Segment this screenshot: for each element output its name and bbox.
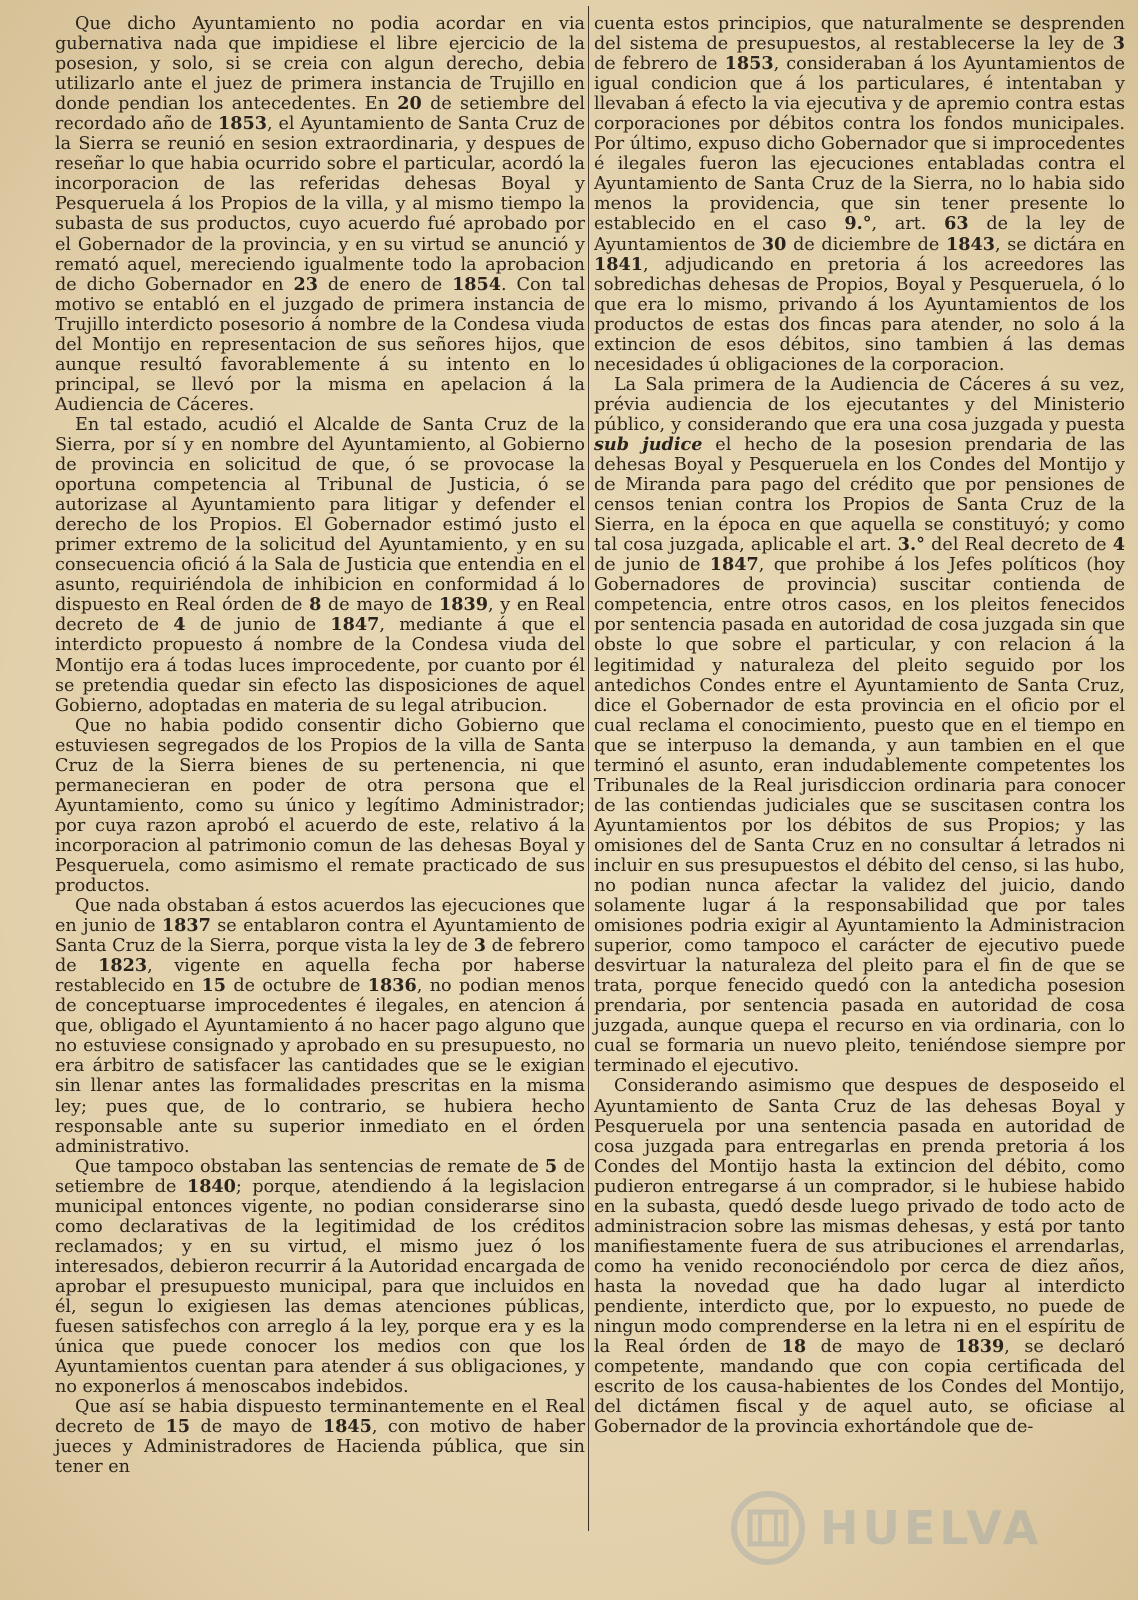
bold-number: 1839 <box>955 1336 1005 1358</box>
bold-number: 18 <box>781 1336 807 1358</box>
text-run: En tal estado, acudió el Alcalde de Santa Cruz de la Sierra, por sí y en nombre del Ayuntamiento, al Gobierno de provincia en solicitud de que, ó se provocase la oportuna competencia al Tribunal de Justicia, ó se autorizase al Ayuntamiento para litigar y defender el derecho de los Propios. El Gobernador estimó justo el primer extremo de la solicitud del Ayuntamiento, y en su consecuencia ofició á la Sala de Justicia que entendia en el asunto, requiriéndola de inhibicion en conformidad á lo dispuesto en Real órden de <box>55 414 585 616</box>
column-divider <box>588 6 589 1531</box>
paragraph <box>594 375 1125 1077</box>
text-run: de setiembre de <box>55 1156 585 1197</box>
text-run: Que dicho Ayuntamiento no podia acordar en via gubernativa nada que impidiese el libre ejercicio de la posesion, y solo, si se creia con algun derecho, debia utilizarlo ante el juez de primera instancia de Trujillo en donde pendian los antecedentes. En <box>55 14 585 115</box>
bold-number: 15 <box>165 1416 191 1438</box>
text-run: de junio de <box>594 555 710 576</box>
text-run: Considerando asimismo que despues de desposeido el Ayuntamiento de Santa Cruz de las dehesas Boyal y Pesqueruela por una sentencia pasada en autoridad de cosa juzgada para entregarlas en prenda pretoria á los Condes del Montijo hasta la extincion del débito, como pudieron entregarse á un comprador, si le hubiese habido en la subasta, quedó desde luego privado de todo acto de administracion sobre las mismas dehesas, y está por tanto manifiestamente fuera de sus atribuciones el arrendarlas, como ha venido reconociéndolo por cerca de diez años, hasta la novedad que ha dado lugar al interdicto pendiente, interdicto que, por lo expuesto, no puede de ningun modo comprenderse en la letra ni en el espíritu de la Real órden de <box>594 1076 1125 1358</box>
bold-number: 20 <box>397 93 422 115</box>
right-column <box>594 14 1125 1437</box>
paragraph <box>55 1157 585 1398</box>
paragraph <box>55 14 585 415</box>
bold-number: 1847 <box>330 614 380 636</box>
bold-number: 3.° <box>897 534 925 556</box>
text-run: de enero de <box>317 274 453 295</box>
bold-number: 1839 <box>439 594 488 616</box>
text-run: , vigente en aquella fecha por haberse restablecido en <box>55 956 585 997</box>
text-run: , art. <box>871 214 945 235</box>
bold-number: 30 <box>761 233 787 255</box>
bold-number: 1841 <box>594 253 643 275</box>
archive-watermark <box>728 1488 1058 1568</box>
text-run: , el Ayuntamiento de Santa Cruz de la Sierra se reunió en sesion extraordinaria, y despues de reseñar lo que habia ocurrido sobre el particular, acordó la incorporacion de las referidas dehesas Boyal y Pesqueruela á los Propios de la villa, y al mismo tiempo la subasta de sus productos, cuyo acuerdo fué aprobado por el Gobernador de la provincia, y en su virtud se anunció y remató aquel, mereciendo igualmente todo la aprobacion de dicho Gobernador en <box>55 114 586 295</box>
bold-number: 1823 <box>98 955 148 977</box>
text-run: , se declaró competente, mandando que con copia certificada del escrito de los causa-habientes de los Condes del Montijo, del dictámen fiscal y de aquel auto, se oficiase al Gobernador de la provincia exhortándole que de- <box>594 1337 1125 1438</box>
paragraph <box>55 1397 585 1477</box>
text-run: Que así se habia dispuesto terminantemente en el Real decreto de <box>55 1397 585 1438</box>
text-run: Que no habia podido consentir dicho Gobierno que estuviesen segregados de los Propios de la villa de Santa Cruz de la Sierra bienes de su pertenencia, ni que permanecieran en poder de otra persona que el Ayuntamiento, como su único y legítimo Administrador; por cuya razon aprobó el acuerdo de este, relativo á la incorporacion al patrimonio comun de las dehesas Boyal y Pesqueruela, como asimismo el remate practicado de sus productos. <box>55 715 585 897</box>
bold-number: 23 <box>293 273 318 295</box>
left-column <box>55 14 585 1477</box>
text-run: , que prohibe á los Jefes políticos (hoy Gobernadores de provincia) suscitar contienda de competencia, entre otros casos, en los pleitos fenecidos por sentencia pasada en autoridad de cosa juzgada sin que obste lo que sobre el particular, y con relacion á la legitimidad y naturaleza del pleito seguido por los antedichos Condes entre el Ayuntamiento de Santa Cruz, dice el Gobernador de esta provincia en el oficio por el cual reclama el conocimiento, puesto que en el tiempo en que se interpuso la demanda, y aun tambien en el que terminó el asunto, eran indudablemente competentes los Tribunales de la Real jurisdiccion ordinaria para conocer de las contiendas judiciales que se suscitasen contra los Ayuntamientos por los débitos de sus Propios; y las omisiones del de Santa Cruz en no consultar á letrados ni incluir en sus presupuestos el débito del censo, si las hubo, no podian nunca afectar la validez del juicio, dando solamente lugar á la responsabilidad que por tales omisiones podria exigir al Ayuntamiento la Administracion superior, como tampoco el carácter de ejecutivo puede desvirtuar la naturaleza del pleito para el fin de que se trata, porque fenecido quedó con la antedicha posesion prendaria, por sentencia pasada en autoridad de cosa juzgada, aunque quepa el recurso en via ordinaria, con lo cual se formaria un nuevo pleito, teniéndose siempre por terminado el ejecutivo. <box>594 555 1125 1077</box>
bold-number: 63 <box>944 213 969 235</box>
paragraph <box>55 415 585 716</box>
bold-number: 3 <box>1112 33 1125 55</box>
bold-number: 1845 <box>322 1416 372 1438</box>
text-run: de junio de <box>185 615 331 636</box>
bold-number: 8 <box>309 594 322 616</box>
bold-number: 1853 <box>724 53 774 75</box>
bold-number: 3 <box>473 935 486 957</box>
emphasis-text: sub judice <box>594 433 703 455</box>
text-run: se entablaron contra el Ayuntamiento de Santa Cruz de la Sierra, porque vista la ley de <box>55 916 585 957</box>
bold-number: 1836 <box>367 975 417 997</box>
text-run: el hecho de la posesion prendaria de las dehesas Boyal y Pesqueruela en los Condes del Montijo y de Miranda para pago del crédito que por pensiones de censos tenian contra los Propios de Santa Cruz de la Sierra, en la época en que aquella se constituyó; y como tal cosa juzgada, aplicable el art. <box>594 434 1125 556</box>
bold-number: 1847 <box>709 554 759 576</box>
text-run: ; porque, atendiendo á la legislacion municipal entonces vigente, no podian considerarse sino como declarativas de la legitimidad de los créditos reclamados; y en su virtud, el mismo juez ó los interesados, debieron recurrir á la Autoridad encargada de aprobar el presupuesto municipal, para que incluidos en él, segun lo exigiesen las demas atenciones públicas, fuesen satisfechos con arreglo á la ley, porque era y es la única que puede conocer los medios con que los Ayuntamientos cuentan para atender á sus obligaciones, y no exponerlos á menoscabos indebidos. <box>55 1176 585 1398</box>
text-run: La Sala primera de la Audiencia de Cáceres á su vez, prévia audiencia de los ejecutantes y del Ministerio público, y considerando que era una cosa juzgada y puesta <box>594 374 1125 435</box>
text-run: , adjudicando en pretoria á los acreedores las sobredichas dehesas de Propios, Boyal y Pesqueruela, ó lo que era lo mismo, privando á los Ayuntamientos de los productos de estas dos fincas para atender, no solo á la extincion de esos débitos, sino tambien á las demas necesidades ú obligaciones de la corporacion. <box>594 254 1125 375</box>
text-run: de febrero de <box>594 54 725 75</box>
archive-seal-icon <box>728 1488 808 1568</box>
bold-number: 15 <box>201 975 227 997</box>
text-run: de la ley de Ayuntamientos de <box>594 214 1125 255</box>
paragraph <box>55 896 585 1157</box>
text-run: . Con tal motivo se entabló en el juzgado de primera instancia de Trujillo interdicto posesorio á nombre de la Condesa viuda del Montijo en representacion de sus señores hijos, que aunque resultó favorablemente á su intento en lo principal, se llevó por la misma en apelacion á la Audiencia de Cáceres. <box>55 274 585 415</box>
text-run: del Real decreto de <box>924 535 1113 556</box>
text-run: , mediante á que el interdicto propuesto á nombre de la Condesa viuda del Montijo era á todas luces improcedente, por cuanto por él se pretendia quedar sin efecto las disposiciones de aquel Gobierno, adoptadas en materia de su legal atribucion. <box>55 615 585 716</box>
watermark-text: HUELVA <box>820 1501 1043 1555</box>
bold-number: 4 <box>173 614 186 636</box>
bold-number: 1843 <box>946 233 995 255</box>
text-run: de diciembre de <box>786 234 947 255</box>
text-run: de setiembre del recordado año de <box>55 94 585 135</box>
text-run: Que nada obstaban á estos acuerdos las ejecuciones que en junio de <box>55 896 585 937</box>
bold-number: 1837 <box>161 915 211 937</box>
text-run: de mayo de <box>806 1337 956 1358</box>
text-run: de octubre de <box>226 976 368 997</box>
text-run: cuenta estos principios, que naturalmente se desprenden del sistema de presupuestos, al restablecerse la ley de <box>594 14 1125 55</box>
text-run: de mayo de <box>321 595 440 616</box>
text-run: , se dictára en <box>994 234 1125 255</box>
bold-number: 4 <box>1112 534 1125 556</box>
bold-number: 9.° <box>844 213 872 235</box>
text-run: , no podian menos de conceptuarse improcedentes é ilegales, en atencion á que, obligado el Ayuntamiento á no hacer pago alguno que no estuviese consignado y aprobado en su presupuesto, no era árbitro de satisfacer las cantidades que se le exigian sin llenar antes las formalidades prescritas en la misma ley; pues que, de lo contrario, se hubiera hecho responsable ante su superior inmediato en el órden administrativo. <box>55 976 585 1157</box>
text-run: , con motivo de haber jueces y Administradores de Hacienda pública, que sin tener en <box>55 1417 585 1478</box>
paragraph <box>55 716 585 896</box>
paragraph <box>594 1076 1125 1437</box>
text-run: , y en Real decreto de <box>55 595 585 636</box>
paragraph <box>594 14 1125 375</box>
bold-number: 1854 <box>452 273 502 295</box>
bold-number: 1840 <box>186 1175 236 1197</box>
text-run: de febrero de <box>55 936 586 977</box>
text-run: de mayo de <box>190 1417 323 1438</box>
bold-number: 1853 <box>218 113 267 135</box>
bold-number: 5 <box>544 1155 558 1177</box>
text-run: , consideraban á los Ayuntamientos de igual condicion que á los particulares, é intentaban y llevaban á efecto la via ejecutiva y de apremio contra estas corporaciones por débitos contra los fondos municipales. Por último, expuso dicho Gobernador que si improcedentes é ilegales fueron las ejecuciones entabladas contra el Ayuntamiento de Santa Cruz de la Sierra, no lo habia sido menos la providencia, que sin tener presente lo establecido en el caso <box>594 54 1125 235</box>
text-run: Que tampoco obstaban las sentencias de remate de <box>75 1156 545 1177</box>
